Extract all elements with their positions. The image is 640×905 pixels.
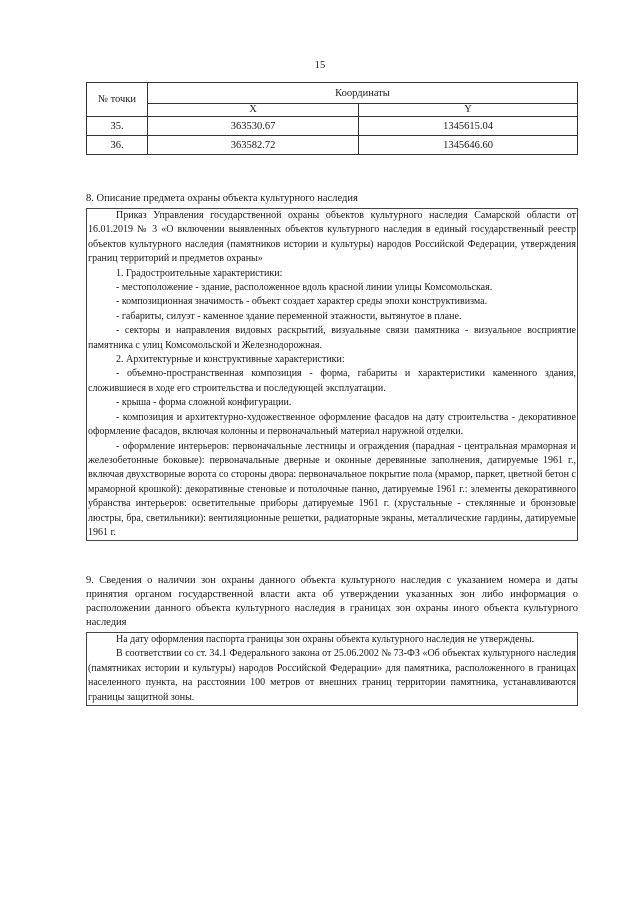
section-9-box <box>86 632 578 706</box>
section-9-heading: 9. Сведения о наличии зон охраны данного объекта культурного наследия с указанием номера и даты принятия органом государственной власти акта об утверждении указанных зон либо информация о расположении данного объекта культурного наследия в границах зон охраны иного объекта культурного наследия <box>86 575 578 628</box>
cell-y: 1345615.04 <box>359 117 578 136</box>
page-number: 15 <box>314 60 326 71</box>
paragraph: - объемно-пространственная композиция - форма, габариты и характеристики каменного здания, сложившиеся в ходе его строительства и последующей эксплуатации. <box>88 368 576 394</box>
paragraph: - секторы и направления видовых раскрытий, визуальные связи памятника - визуальное восприятие памятника с улиц Комсомольской и Железнодорожная. <box>88 325 576 351</box>
paragraph: - габариты, силуэт - каменное здание переменной этажности, вытянутое в плане. <box>116 310 462 322</box>
paragraph: На дату оформления паспорта границы зон охраны объекта культурного наследия не утверждены. <box>116 634 535 645</box>
header-coordinates: Координаты <box>148 83 578 104</box>
cell-point: 35. <box>87 117 148 136</box>
table-row <box>87 136 578 155</box>
section-8-box <box>86 208 578 541</box>
coordinates-table <box>86 82 578 155</box>
cell-point: 36. <box>87 136 148 155</box>
paragraph: 1. Градостроительные характеристики: <box>116 267 283 279</box>
table-row <box>87 117 578 136</box>
cell-y: 1345646.60 <box>359 136 578 155</box>
section-8-heading: 8. Описание предмета охраны объекта культурного наследия <box>86 193 358 204</box>
paragraph: 2. Архитектурные и конструктивные характеристики: <box>116 354 345 366</box>
paragraph: - крыша - форма сложной конфигурации. <box>116 397 292 409</box>
paragraph: Приказ Управления государственной охраны объектов культурного наследия Самарской области от 16.01.2019 № 3 «О включении выявленных объектов культурного наследия в единый государственный реестр объектов культурного наследия (памятников истории и культуры) народов Российской Федерации, утверждения границ территорий и предметов охраны» <box>88 210 576 265</box>
paragraph: - композиционная значимость - объект создает характер среды эпохи конструктивизма. <box>116 296 488 308</box>
paragraph: - местоположение - здание, расположенное вдоль красной линии улицы Комсомольская. <box>116 282 493 294</box>
header-y: Y <box>359 104 578 117</box>
cell-x: 363582.72 <box>148 136 359 155</box>
paragraph: - оформление интерьеров: первоначальные лестницы и ограждения (парадная - центральная мраморная и железобетонные боковые): первоначальные дверные и оконные деревянные заполнения, датируемые 1961 г., включая двухстворные ворота со стороны двора: первоначальное покрытие пола (мрамор, паркет, цветной бетон с мраморной крошкой): декоративные стеновые и потолочные панно, датируемые 1961 г.: элементы декоративного убранства интерьеров: осветительные приборы датируемые 1961 г. (хрустальные - стеклянные и бронзовые люстры, бра, светильники): вентиляционные решетки, радиаторные экраны, металлические гардины, датируемые 1961 г. <box>88 440 576 538</box>
paragraph: В соответствии со ст. 34.1 Федерального закона от 25.06.2002 № 73-ФЗ «Об объектах культурного наследия (памятниках истории и культуры) народов Российской Федерации» для памятника, расположенного в границах населенного пункта, на расстоянии 100 метров от внешних границ территории памятника, устанавливаются границы защитной зоны. <box>88 648 576 703</box>
cell-x: 363530.67 <box>148 117 359 136</box>
header-x: X <box>148 104 359 117</box>
paragraph: - композиция и архитектурно-художественное оформление фасадов на дату строительства - декоративное оформление фасадов, включая колонны и первоначальный материал наружной отделки. <box>88 411 576 438</box>
header-point-number: № точки <box>87 83 148 117</box>
